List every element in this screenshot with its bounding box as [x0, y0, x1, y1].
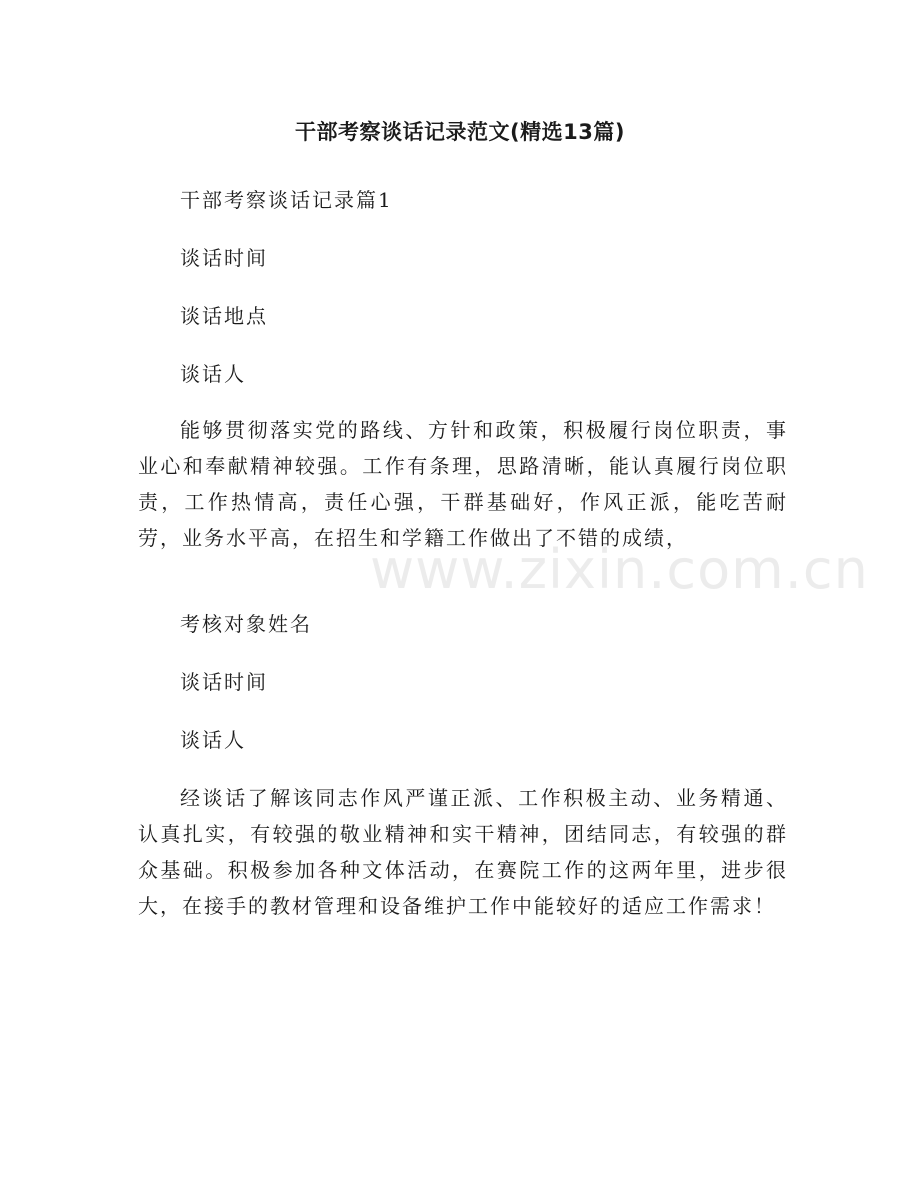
- field-talker: 谈话人: [180, 362, 246, 386]
- field-talk-location: 谈话地点: [180, 304, 268, 328]
- field-talk-time: 谈话时间: [180, 246, 268, 270]
- section-heading: 干部考察谈话记录篇1: [180, 188, 393, 212]
- paragraph-evaluation-1: 能够贯彻落实党的路线、方针和政策，积极履行岗位职责，事业心和奉献精神较强。工作有条理，思路清晰，能认真履行岗位职责，工作热情高，责任心强，干群基础好，作风正派，能吃苦耐劳，业务水平高，在招生和学籍工作做出了不错的成绩，: [138, 418, 788, 550]
- paragraph-evaluation-2: 经谈话了解该同志作风严谨正派、工作积极主动、业务精通、认真扎实，有较强的敬业精神和实干精神，团结同志，有较强的群众基础。积极参加各种文体活动，在赛院工作的这两年里，进步很大，在接手的教材管理和设备维护工作中能较好的适应工作需求！: [138, 786, 788, 918]
- document-title: 干部考察谈话记录范文(精选13篇): [295, 120, 625, 144]
- watermark: www.zixin.com.cn: [370, 538, 869, 601]
- field-talk-time-2: 谈话时间: [180, 670, 268, 694]
- field-talker-2: 谈话人: [180, 728, 246, 752]
- field-subject-name: 考核对象姓名: [180, 612, 312, 636]
